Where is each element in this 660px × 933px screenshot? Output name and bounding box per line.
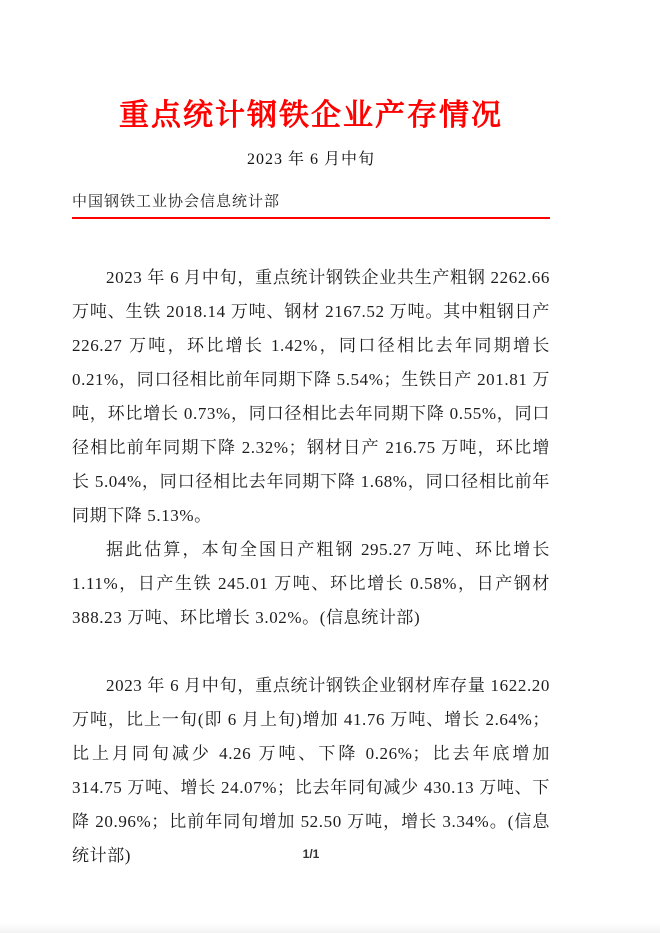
document-body	[72, 261, 550, 873]
document-content	[72, 0, 550, 873]
paragraph-national-estimate: 据此估算，本旬全国日产粗钢 295.27 万吨、环比增长 1.11%，日产生铁 245.01 万吨、环比增长 0.58%，日产钢材 388.23 万吨、环比增长 3.02%。(信息统计部)	[72, 540, 550, 627]
paragraph-inventory-stats: 2023 年 6 月中旬，重点统计钢铁企业钢材库存量 1622.20 万吨，比上一旬(即 6 月上旬)增加 41.76 万吨、增长 2.64%；比上月同旬减少 4.26 万吨、下降 0.26%；比去年底增加 314.75 万吨、增长 24.07%；比去年同旬减少 430.13 万吨、下降 20.96%；比前年同旬增加 52.50 万吨，增长 3.34%。(信息统计部)	[72, 676, 550, 865]
paragraph-production-stats: 2023 年 6 月中旬，重点统计钢铁企业共生产粗钢 2262.66 万吨、生铁 2018.14 万吨、钢材 2167.52 万吨。其中粗钢日产 226.27 万吨，环比增长 1.42%，同口径相比去年同期增长 0.21%，同口径相比前年同期下降 5.54%；生铁日产 201.81 万吨，环比增长 0.73%，同口径相比去年同期下降 0.55%，同口径相比前年同期下降 2.32%；钢材日产 216.75 万吨，环比增长 5.04%，同口径相比去年同期下降 1.68%，同口径相比前年同期下降 5.13%。	[72, 268, 550, 525]
document-title: 重点统计钢铁企业产存情况	[119, 99, 503, 132]
document-subtitle: 2023 年 6 月中旬	[246, 151, 375, 168]
organization-line	[72, 192, 550, 219]
page-bottom-edge	[0, 923, 660, 933]
page-number: 1/1	[302, 847, 320, 861]
organization-name: 中国钢铁工业协会信息统计部	[72, 194, 281, 210]
